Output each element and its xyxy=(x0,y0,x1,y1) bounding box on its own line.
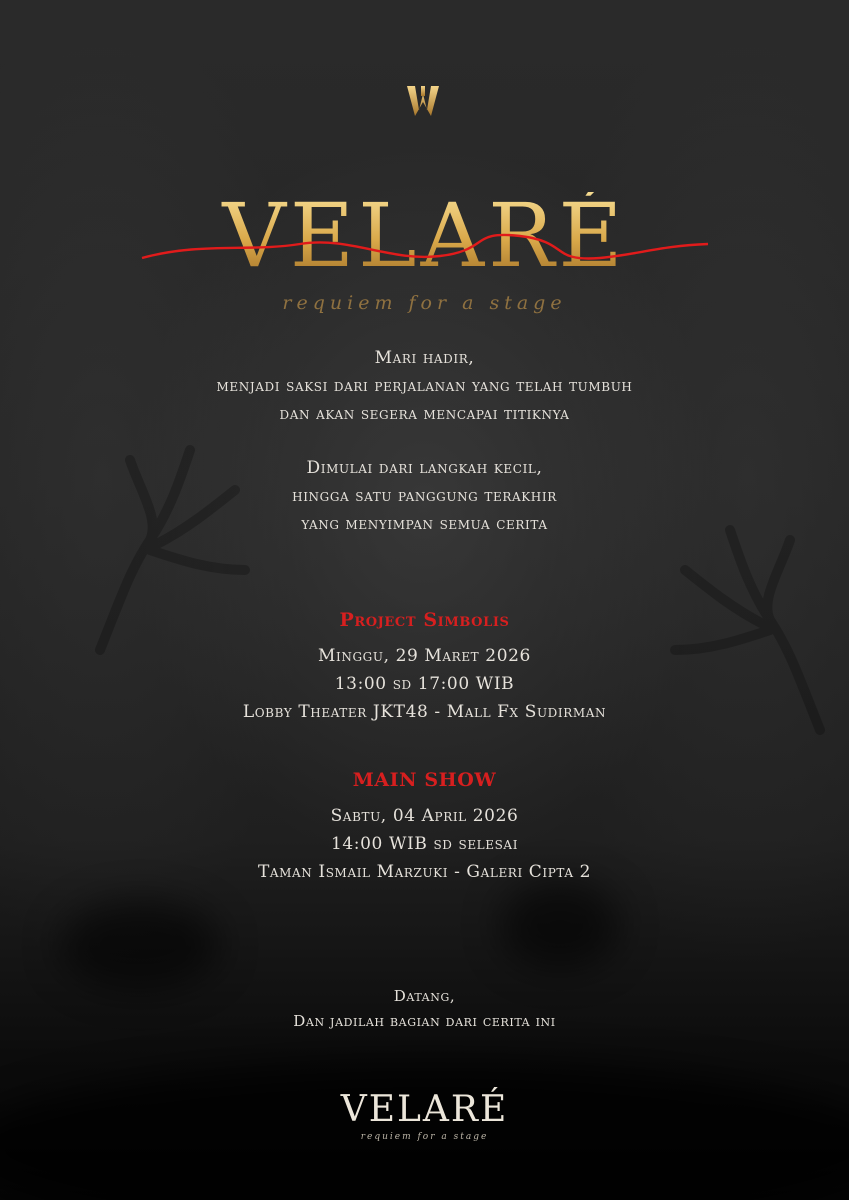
event-time: 14:00 WIB sd selesai xyxy=(330,834,519,854)
ambient-shadow-right xyxy=(500,880,620,970)
intro-paragraph xyxy=(0,344,849,428)
intro2-line: hingga satu panggung terakhir xyxy=(292,486,557,506)
closing-line: Dan jadilah bagian dari cerita ini xyxy=(293,1012,556,1030)
intro-line: dan akan segera mencapai titiknya xyxy=(279,404,570,424)
event-main-show xyxy=(0,766,849,886)
event-date: Sabtu, 04 April 2026 xyxy=(330,806,519,826)
event-venue: Lobby Theater JKT48 - Mall Fx Sudirman xyxy=(242,702,607,722)
closing-line: Datang, xyxy=(393,987,456,1005)
intro2-line: Dimulai dari langkah kecil, xyxy=(306,458,543,478)
intro-paragraph-2 xyxy=(0,454,849,538)
event-time: 13:00 sd 17:00 WIB xyxy=(334,674,515,694)
closing-paragraph xyxy=(0,984,849,1034)
ambient-shadow-bottom xyxy=(0,1060,849,1200)
red-thread-decoration xyxy=(140,222,710,272)
footer-brand-title: VELARÉ xyxy=(340,1089,509,1130)
event-venue: Taman Ismail Marzuki - Galeri Cipta 2 xyxy=(257,862,592,882)
brand-subtitle: requiem for a stage xyxy=(282,292,567,314)
event-title: MAIN SHOW xyxy=(352,769,497,791)
event-title: Project Simbolis xyxy=(339,609,510,631)
intro-line: Mari hadir, xyxy=(374,348,475,368)
intro-line: menjadi saksi dari perjalanan yang telah tumbuh xyxy=(216,376,633,396)
event-project-simbolis xyxy=(0,606,849,726)
footer-brand-subtitle: requiem for a stage xyxy=(360,1132,489,1142)
intro2-line: yang menyimpan semua cerita xyxy=(301,514,548,534)
velare-emblem-icon xyxy=(403,80,443,120)
ambient-shadow-left xyxy=(60,900,220,990)
event-date: Minggu, 29 Maret 2026 xyxy=(318,646,531,666)
brand-title: VELARÉ xyxy=(0,192,849,280)
